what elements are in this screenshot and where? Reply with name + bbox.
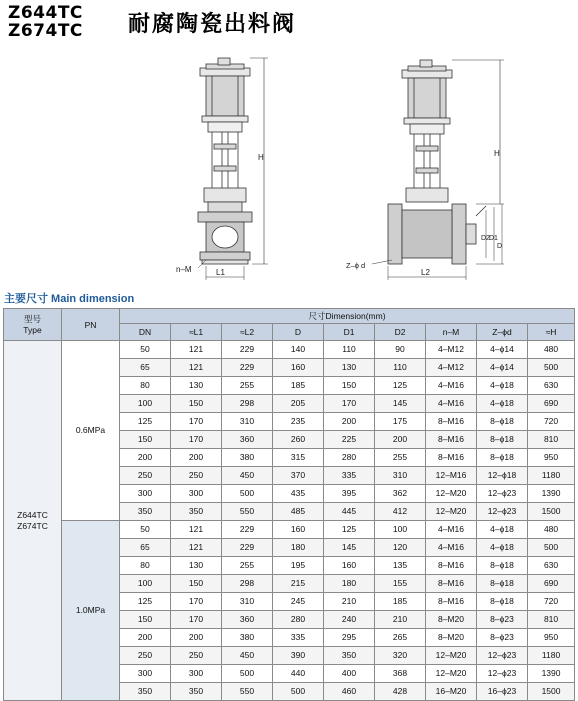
right-h-label: H	[494, 149, 500, 158]
table-cell: 360	[222, 431, 273, 449]
table-cell: 395	[324, 485, 375, 503]
table-cell: 4–M12	[426, 359, 477, 377]
table-cell: 720	[528, 413, 575, 431]
header-pn: PN	[62, 309, 120, 341]
table-cell: 320	[375, 647, 426, 665]
left-nm-label: n–M	[176, 265, 192, 274]
table-cell: 180	[324, 575, 375, 593]
table-cell: 235	[273, 413, 324, 431]
table-cell: 121	[171, 359, 222, 377]
table-cell: 8–M16	[426, 431, 477, 449]
table-cell: 8–ϕ18	[477, 449, 528, 467]
table-cell: 435	[273, 485, 324, 503]
table-cell: 130	[324, 359, 375, 377]
table-cell: 8–M20	[426, 629, 477, 647]
table-cell: 500	[528, 359, 575, 377]
col-header: D2	[375, 324, 426, 341]
table-cell: 12–ϕ23	[477, 485, 528, 503]
table-cell: 160	[273, 521, 324, 539]
table-cell: 12–ϕ23	[477, 665, 528, 683]
table-cell: 350	[324, 647, 375, 665]
table-cell: 255	[375, 449, 426, 467]
table-cell: 12–ϕ23	[477, 503, 528, 521]
table-cell: 950	[528, 629, 575, 647]
table-cell: 12–M16	[426, 467, 477, 485]
table-cell: 350	[171, 683, 222, 701]
col-header: ≈H	[528, 324, 575, 341]
table-cell: 1390	[528, 485, 575, 503]
table-cell: 200	[171, 449, 222, 467]
header-dimension: 尺寸Dimension(mm)	[120, 309, 575, 324]
table-cell: 8–ϕ23	[477, 611, 528, 629]
right-l2-label: L2	[421, 268, 430, 277]
table-cell: 8–M20	[426, 611, 477, 629]
col-header: ≈L1	[171, 324, 222, 341]
table-cell: 210	[324, 593, 375, 611]
table-cell: 110	[324, 341, 375, 359]
table-cell: 310	[222, 593, 273, 611]
table-cell: 100	[120, 575, 171, 593]
table-cell: 8–M16	[426, 449, 477, 467]
table-cell: 225	[324, 431, 375, 449]
table-cell: 4–M16	[426, 377, 477, 395]
table-cell: 1390	[528, 665, 575, 683]
valve-drawing-svg	[0, 48, 578, 284]
table-cell: 12–M20	[426, 485, 477, 503]
table-cell: 90	[375, 341, 426, 359]
table-cell: 390	[273, 647, 324, 665]
table-cell: 110	[375, 359, 426, 377]
table-cell: 810	[528, 611, 575, 629]
table-cell: 400	[324, 665, 375, 683]
right-valve-figure	[346, 60, 504, 280]
table-cell: 380	[222, 449, 273, 467]
table-cell: 229	[222, 359, 273, 377]
table-cell: 12–M20	[426, 503, 477, 521]
table-cell: 4–M12	[426, 341, 477, 359]
table-cell: 125	[324, 521, 375, 539]
table-cell: 4–ϕ14	[477, 341, 528, 359]
table-cell: 630	[528, 377, 575, 395]
table-cell: 229	[222, 521, 273, 539]
table-cell: 145	[375, 395, 426, 413]
table-cell: 160	[324, 557, 375, 575]
table-cell: 8–ϕ18	[477, 575, 528, 593]
table-cell: 440	[273, 665, 324, 683]
table-cell: 550	[222, 503, 273, 521]
table-cell: 4–M16	[426, 395, 477, 413]
right-d1-label: D1	[489, 235, 498, 242]
table-cell: 210	[375, 611, 426, 629]
table-cell: 200	[120, 629, 171, 647]
table-cell: 65	[120, 539, 171, 557]
table-cell: 160	[273, 359, 324, 377]
col-header: D	[273, 324, 324, 341]
table-cell: 445	[324, 503, 375, 521]
table-cell: 80	[120, 377, 171, 395]
model-code-1: Z644TC	[8, 3, 83, 23]
table-cell: 255	[222, 377, 273, 395]
table-cell: 720	[528, 593, 575, 611]
table-cell: 8–ϕ18	[477, 593, 528, 611]
table-cell: 200	[375, 431, 426, 449]
table-cell: 1500	[528, 683, 575, 701]
table-cell: 380	[222, 629, 273, 647]
table-cell: 100	[120, 395, 171, 413]
table-cell: 260	[273, 431, 324, 449]
table-cell: 480	[528, 341, 575, 359]
table-cell: 50	[120, 341, 171, 359]
table-cell: 298	[222, 575, 273, 593]
valve-drawing	[0, 48, 578, 284]
table-cell: 460	[324, 683, 375, 701]
col-header: DN	[120, 324, 171, 341]
table-cell: 265	[375, 629, 426, 647]
table-cell: 450	[222, 467, 273, 485]
table-cell: 200	[171, 629, 222, 647]
table-cell: 150	[324, 377, 375, 395]
right-d-label: D	[497, 243, 503, 250]
table-cell: 121	[171, 521, 222, 539]
table-cell: 255	[222, 557, 273, 575]
table-cell: 500	[273, 683, 324, 701]
table-cell: 130	[171, 377, 222, 395]
table-cell: 500	[528, 539, 575, 557]
table-cell: 250	[171, 467, 222, 485]
table-cell: 170	[171, 611, 222, 629]
table-cell: 350	[120, 503, 171, 521]
table-cell: 300	[171, 485, 222, 503]
table-cell: 690	[528, 395, 575, 413]
table-cell: 215	[273, 575, 324, 593]
table-cell: 145	[324, 539, 375, 557]
dimension-table	[3, 308, 575, 701]
table-cell: 412	[375, 503, 426, 521]
table-cell: 4–ϕ14	[477, 359, 528, 377]
table-cell: 310	[222, 413, 273, 431]
table-cell: 500	[222, 665, 273, 683]
pn-cell: 1.0MPa	[62, 521, 120, 701]
table-cell: 362	[375, 485, 426, 503]
table-cell: 195	[273, 557, 324, 575]
table-cell: 300	[120, 485, 171, 503]
table-cell: 950	[528, 449, 575, 467]
table-cell: 150	[120, 431, 171, 449]
table-cell: 121	[171, 341, 222, 359]
table-cell: 16–ϕ23	[477, 683, 528, 701]
table-cell: 295	[324, 629, 375, 647]
table-cell: 140	[273, 341, 324, 359]
table-cell: 480	[528, 521, 575, 539]
table-cell: 185	[375, 593, 426, 611]
table-cell: 485	[273, 503, 324, 521]
left-l1-label: L1	[216, 268, 225, 277]
table-cell: 150	[171, 575, 222, 593]
table-cell: 4–M16	[426, 521, 477, 539]
table-cell: 121	[171, 539, 222, 557]
table-cell: 155	[375, 575, 426, 593]
table-cell: 185	[273, 377, 324, 395]
table-cell: 150	[120, 611, 171, 629]
table-cell: 1500	[528, 503, 575, 521]
table-cell: 200	[120, 449, 171, 467]
table-cell: 170	[324, 395, 375, 413]
table-cell: 4–ϕ18	[477, 395, 528, 413]
table-cell: 335	[273, 629, 324, 647]
table-cell: 12–ϕ18	[477, 467, 528, 485]
right-d2-label: D2	[481, 235, 490, 242]
table-cell: 170	[171, 431, 222, 449]
header-model-text: 型号 Type	[23, 313, 42, 335]
col-header: D1	[324, 324, 375, 341]
table-cell: 200	[324, 413, 375, 431]
section-title: 主要尺寸 Main dimension	[4, 293, 135, 305]
table-cell: 550	[222, 683, 273, 701]
table-cell: 630	[528, 557, 575, 575]
table-cell: 1180	[528, 647, 575, 665]
table-row	[4, 341, 575, 359]
table-cell: 8–M16	[426, 593, 477, 611]
table-cell: 8–ϕ23	[477, 629, 528, 647]
table-cell: 310	[375, 467, 426, 485]
table-cell: 8–M16	[426, 575, 477, 593]
table-cell: 368	[375, 665, 426, 683]
page-title: 耐腐陶瓷出料阀	[128, 12, 297, 37]
table-row	[4, 521, 575, 539]
table-cell: 300	[120, 665, 171, 683]
table-cell: 150	[171, 395, 222, 413]
table-cell: 280	[273, 611, 324, 629]
table-cell: 4–ϕ18	[477, 521, 528, 539]
col-header: n–M	[426, 324, 477, 341]
table-cell: 245	[273, 593, 324, 611]
table-cell: 810	[528, 431, 575, 449]
model-code-2: Z674TC	[8, 21, 83, 41]
table-cell: 1180	[528, 467, 575, 485]
table-cell: 65	[120, 359, 171, 377]
table-cell: 175	[375, 413, 426, 431]
table-cell: 130	[171, 557, 222, 575]
right-zd-label: Z–ϕ d	[346, 261, 366, 270]
table-cell: 170	[171, 413, 222, 431]
table-cell: 250	[120, 467, 171, 485]
table-cell: 4–M16	[426, 539, 477, 557]
table-cell: 350	[171, 503, 222, 521]
table-cell: 350	[120, 683, 171, 701]
left-valve-figure	[176, 58, 268, 280]
left-h-label: H	[258, 153, 264, 162]
table-cell: 205	[273, 395, 324, 413]
table-cell: 229	[222, 341, 273, 359]
table-cell: 335	[324, 467, 375, 485]
table-cell: 8–M16	[426, 413, 477, 431]
table-cell: 428	[375, 683, 426, 701]
table-cell: 125	[120, 593, 171, 611]
table-cell: 120	[375, 539, 426, 557]
table-cell: 80	[120, 557, 171, 575]
table-cell: 125	[375, 377, 426, 395]
table-cell: 298	[222, 395, 273, 413]
pn-cell: 0.6MPa	[62, 341, 120, 521]
table-cell: 50	[120, 521, 171, 539]
table-cell: 370	[273, 467, 324, 485]
table-cell: 250	[120, 647, 171, 665]
table-cell: 4–ϕ18	[477, 539, 528, 557]
dimension-table-container	[3, 308, 574, 701]
table-cell: 135	[375, 557, 426, 575]
table-body	[4, 341, 575, 701]
table-cell: 125	[120, 413, 171, 431]
table-cell: 16–M20	[426, 683, 477, 701]
table-cell: 240	[324, 611, 375, 629]
table-cell: 12–M20	[426, 665, 477, 683]
table-cell: 12–ϕ23	[477, 647, 528, 665]
header-model	[4, 309, 62, 341]
table-cell: 8–ϕ18	[477, 431, 528, 449]
table-cell: 315	[273, 449, 324, 467]
page-header	[0, 0, 578, 48]
col-header: Z–ϕd	[477, 324, 528, 341]
table-cell: 180	[273, 539, 324, 557]
table-cell: 4–ϕ18	[477, 377, 528, 395]
model-group-cell: Z644TC Z674TC	[4, 341, 62, 701]
table-cell: 229	[222, 539, 273, 557]
table-cell: 360	[222, 611, 273, 629]
table-cell: 300	[171, 665, 222, 683]
table-cell: 170	[171, 593, 222, 611]
table-cell: 8–ϕ18	[477, 413, 528, 431]
table-cell: 690	[528, 575, 575, 593]
table-cell: 8–M16	[426, 557, 477, 575]
table-cell: 500	[222, 485, 273, 503]
col-header: ≈L2	[222, 324, 273, 341]
table-cell: 250	[171, 647, 222, 665]
table-cell: 8–ϕ18	[477, 557, 528, 575]
table-cell: 100	[375, 521, 426, 539]
table-cell: 280	[324, 449, 375, 467]
table-cell: 450	[222, 647, 273, 665]
table-cell: 12–M20	[426, 647, 477, 665]
